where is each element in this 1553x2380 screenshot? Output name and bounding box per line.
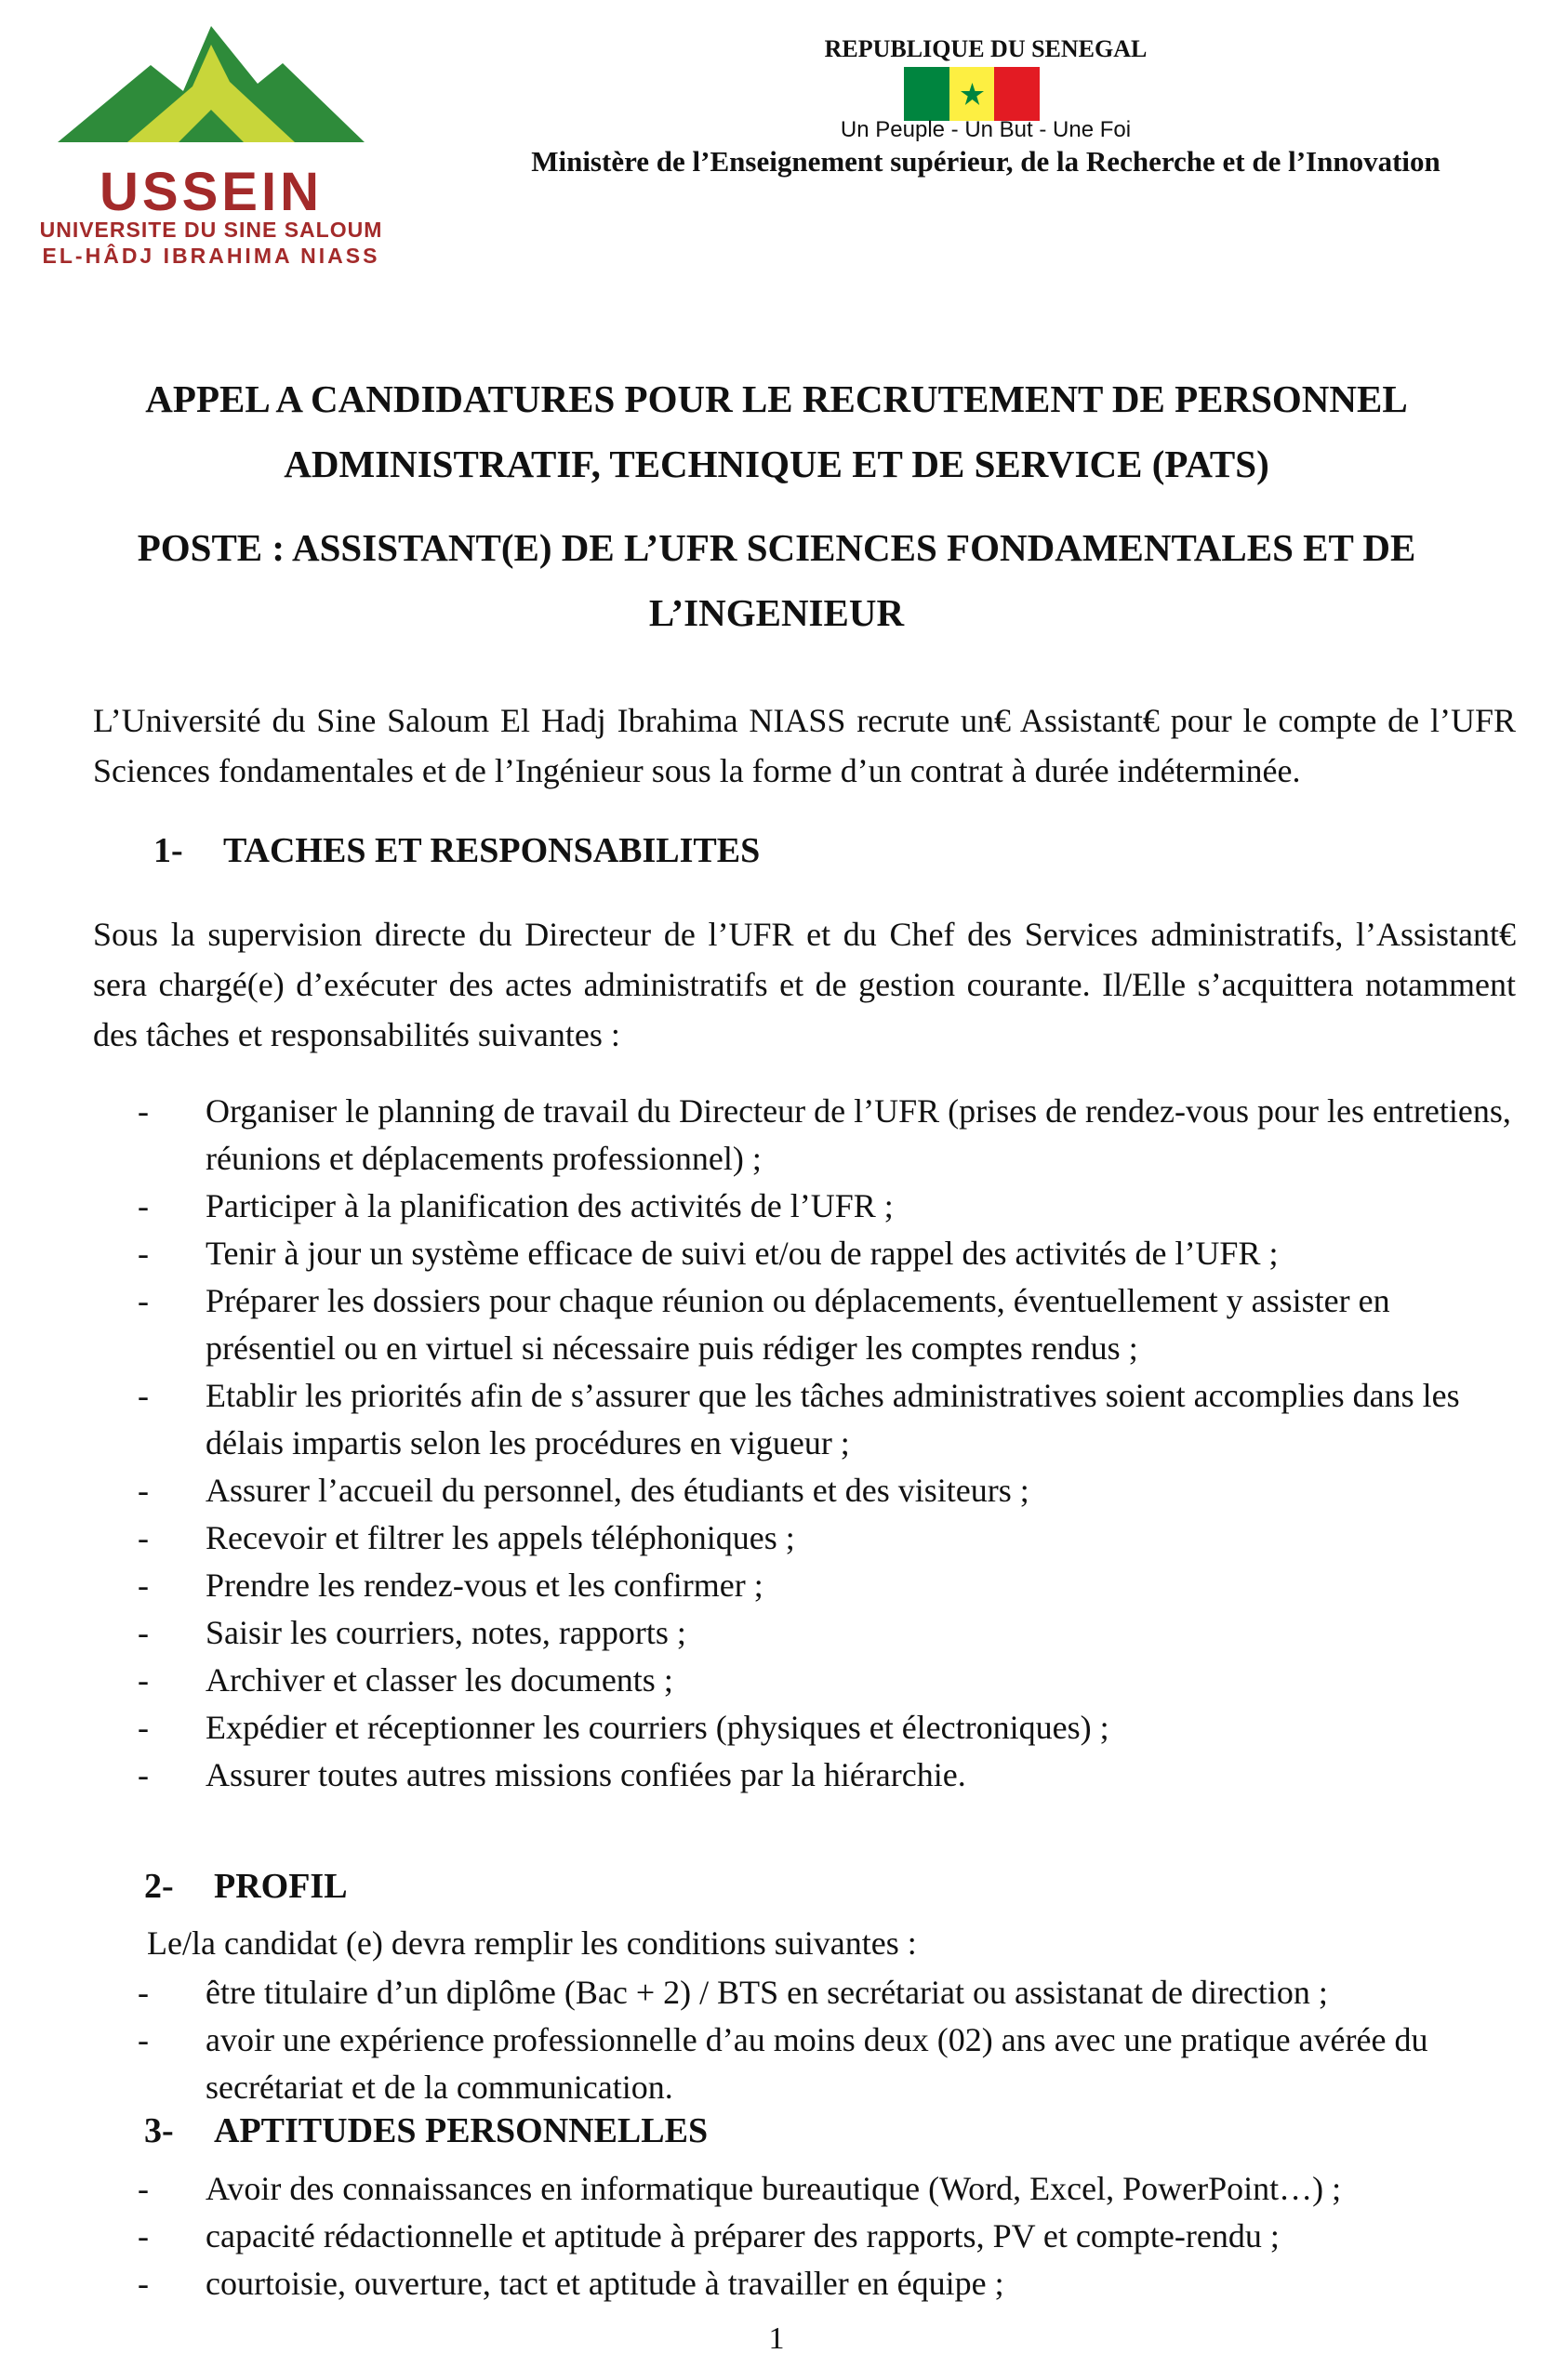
section-number: 3- bbox=[144, 2111, 174, 2150]
list-item: - Organiser le planning de travail du Directeur de l’UFR (prises de rendez-vous pour les entretiens, réunions et déplacements professionnel) ; bbox=[138, 1092, 1511, 1177]
list-item: - capacité rédactionnelle et aptitude à préparer des rapports, PV et compte-rendu ; bbox=[138, 2217, 1280, 2254]
list-item: - Préparer les dossiers pour chaque réunion ou déplacements, éventuellement y assister en présentiel ou en virtuel si nécessaire puis rédiger les comptes rendus ; bbox=[138, 1282, 1390, 1367]
section-number: 1- bbox=[153, 831, 183, 870]
list-item: - Recevoir et filtrer les appels téléphoniques ; bbox=[138, 1519, 795, 1556]
list-item: - Assurer l’accueil du personnel, des étudiants et des visiteurs ; bbox=[138, 1472, 1029, 1509]
logo-subtitle-1: UNIVERSITE DU SINE SALOUM bbox=[39, 218, 383, 242]
list-item: - avoir une expérience professionnelle d’au moins deux (02) ans avec une pratique avérée du secrétariat et de la communication. bbox=[138, 2021, 1428, 2106]
list-item: - Etablir les priorités afin de s’assurer que les tâches administratives soient accomplies dans les délais impartis selon les procédures en vigueur ; bbox=[138, 1377, 1460, 1461]
section-2-heading bbox=[144, 1866, 348, 1907]
list-item: - être titulaire d’un diplôme (Bac + 2) / BTS en secrétariat ou assistanat de direction ; bbox=[138, 1974, 1328, 2011]
university-logo bbox=[39, 26, 383, 268]
senegal-flag-icon bbox=[904, 67, 1040, 121]
profile-list bbox=[138, 1969, 1523, 2111]
announcement-title-line-2: ADMINISTRATIF, TECHNIQUE ET DE SERVICE (PATS) bbox=[284, 443, 1269, 485]
announcement-title-line-1: APPEL A CANDIDATURES POUR LE RECRUTEMENT DE PERSONNEL bbox=[145, 377, 1408, 420]
post-title bbox=[56, 515, 1497, 645]
section-2-intro: Le/la candidat (e) devra remplir les conditions suivantes : bbox=[147, 1924, 917, 1962]
post-title-line-2: L’INGENIEUR bbox=[648, 591, 905, 634]
section-title: APTITUDES PERSONNELLES bbox=[214, 2111, 709, 2150]
list-item: - courtoisie, ouverture, tact et aptitude à travailler en équipe ; bbox=[138, 2265, 1004, 2302]
section-number: 2- bbox=[144, 1867, 174, 1906]
list-item: - Expédier et réceptionner les courriers (physiques et électroniques) ; bbox=[138, 1709, 1109, 1746]
star-icon bbox=[949, 67, 995, 121]
list-item: - Assurer toutes autres missions confiées par la hiérarchie. bbox=[138, 1756, 966, 1793]
list-item: - Avoir des connaissances en informatique bureautique (Word, Excel, PowerPoint…) ; bbox=[138, 2170, 1342, 2207]
list-item: - Saisir les courriers, notes, rapports ; bbox=[138, 1614, 686, 1651]
republic-label: REPUBLIQUE DU SENEGAL bbox=[824, 35, 1148, 62]
section-title: TACHES ET RESPONSABILITES bbox=[223, 831, 761, 870]
list-item: - Archiver et classer les documents ; bbox=[138, 1661, 673, 1699]
page-number: 1 bbox=[768, 2321, 785, 2356]
ministry-name: Ministère de l’Enseignement supérieur, de la Recherche et de l’Innovation bbox=[531, 145, 1440, 178]
post-title-line-1: POSTE : ASSISTANT(E) DE L’UFR SCIENCES FONDAMENTALES ET DE bbox=[137, 526, 1416, 569]
section-title: PROFIL bbox=[214, 1867, 348, 1906]
national-motto: Un Peuple - Un But - Une Foi bbox=[840, 117, 1132, 142]
section-3-heading bbox=[144, 2110, 708, 2151]
announcement-title bbox=[56, 366, 1497, 496]
section-1-intro: Sous la supervision directe du Directeur de l’UFR et du Chef des Services administratifs, l’Assistant€ sera chargé(e) d’exécuter des actes administratifs et de gestion courante. Il/Elle s’acquittera notamment des tâches et responsabilités suivantes : bbox=[93, 916, 1516, 1053]
logo-subtitle-2: EL-HÂDJ IBRAHIMA NIASS bbox=[42, 244, 380, 268]
intro-paragraph: L’Université du Sine Saloum El Hadj Ibrahima NIASS recrute un€ Assistant€ pour le compte de l’UFR Sciences fondamentales et de l’Ingénieur sous la forme d’un contrat à durée indéterminée. bbox=[93, 702, 1516, 789]
logo-wordmark: USSEIN bbox=[100, 162, 323, 222]
aptitudes-list bbox=[138, 2165, 1523, 2307]
mountains-icon bbox=[39, 26, 383, 165]
list-item: - Participer à la planification des activités de l’UFR ; bbox=[138, 1187, 894, 1224]
list-item: - Tenir à jour un système efficace de suivi et/ou de rappel des activités de l’UFR ; bbox=[138, 1235, 1279, 1272]
section-1-heading bbox=[153, 830, 760, 871]
tasks-list bbox=[138, 1088, 1523, 1799]
list-item: - Prendre les rendez-vous et les confirmer ; bbox=[138, 1567, 763, 1604]
